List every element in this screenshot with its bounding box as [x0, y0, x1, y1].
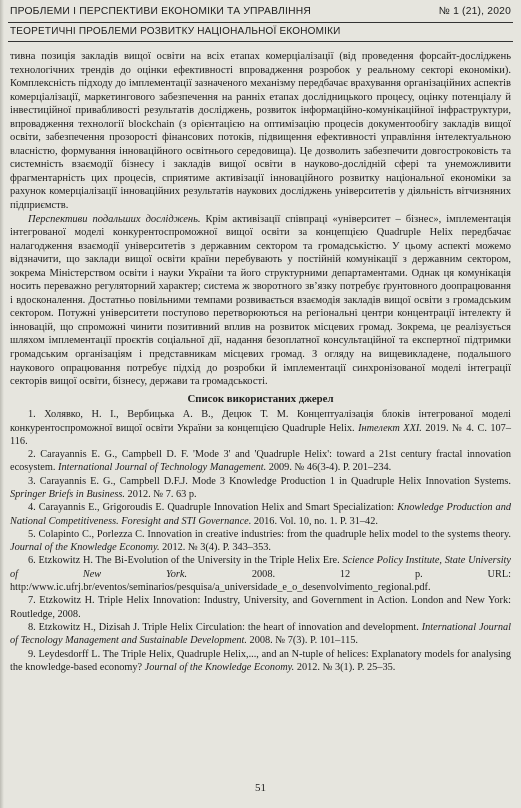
- reference-item: 1. Холявко, Н. І., Вербицька А. В., Децюк Т. М. Концептуалізація блоків інтегрованої моделі конкурентоспроможної вищої освіти України за концепцією Quadruple Helix. Інтелект XXI. 2019. № 4. С. 107–116.: [10, 409, 511, 447]
- reference-item: 4. Carayannis E., Grigoroudis E. Quadruple Innovation Helix and Smart Specialization: Knowledge Production and National Competitiveness. Foresight and STI Governance. 2016. Vol. 10, no. 1. P. 31–42.: [10, 502, 511, 527]
- page-edge-shadow: [0, 0, 4, 808]
- references-heading: Список використаних джерел: [187, 392, 334, 405]
- header-rule-top: [8, 22, 513, 23]
- reference-item: 6. Etzkowitz H. The Bi-Evolution of the University in the Triple Helix Ere. Science Policy Institute, State University of New York. 2008. 12 p. URL: http:/www.ic.ufrj.br/eventos/seminarios/pesquisa/a_universidade_e_o_desenvolvimento_regional.pdf.: [10, 555, 511, 594]
- reference-item: 9. Leydesdorff L. The Triple Helix, Quadruple Helix,..., and an N-tuple of helices: Explanatory models for analysing the knowledge-based economy? Journal of the Knowledge Economy. 2012. № 3(1). P. 25–35.: [10, 648, 511, 673]
- reference-item: 8. Etzkowitz H., Dizisah J. Triple Helix Circulation: the heart of innovation and development. International Journal of Tecnology Management and Sustainable Development. 2008. № 7(3). P. 101–115.: [10, 621, 511, 647]
- header-rule-bottom: [8, 41, 513, 42]
- perspectives-paragraph: [10, 213, 511, 389]
- section-title: ТЕОРЕТИЧНІ ПРОБЛЕМИ РОЗВИТКУ НАЦІОНАЛЬНОЇ ЕКОНОМІКИ: [10, 26, 341, 37]
- perspectives-lead: Перспективи подальших досліджень.: [28, 213, 201, 225]
- reference-item: 7. Etzkowitz H. Triple Helix Innovation: Industry, University, and Government in Action. London and New York: Routledge, 2008.: [10, 595, 511, 620]
- page-number: 51: [255, 782, 266, 794]
- perspectives-text: Крім активізації співпраці «університет – бізнес», імплементація інтегрованої моделі конкурентоспроможної вищої освіти за концепцією Quadruple Helix передбачає налагодження взаємодії університетів з державним сектором та громадськістю. У цьому аспекті можемо відзначити, що заклади вищої освіти країни перебувають у постійній комунікації з державним сектором, зокрема Міністерством освіти і науки України та його структурними департаментами. Однак ця комунікація носить переважно регуляторний характер; система ж зворотного зв’язку потребує ґрунтовного доопрацювання і вдосконалення. Достатньо повільними темпами розвивається взаємодія закладів вищої освіти з громадським сектором. Потужні університети поступово перетворюються на регіональні центри концентрації інтелекту й інновацій, що спроможні чинити позитивний вплив на розвиток місцевих громад. Зокрема, це реалізується шляхом імплементації проєктів соціальної дії, надання безоплатної консультаційної та експертної підтримки громадським організаціям і представникам місцевих громад. З огляду на вищевикладене, подальшого наукового опрацювання потребує підхід до розробки й імплементації синхронізованої моделі інтеграції секторів вищої освіти, бізнесу, держави та громадськості.: [10, 213, 511, 388]
- reference-item: 3. Carayannis E. G., Campbell D.F.J. Mode 3 Knowledge Production 1 in Quadruple Helix Innovation Systems. Springer Briefs in Business. 2012. № 7. 63 p.: [10, 475, 511, 500]
- reference-item: 5. Colapinto C., Porlezza C. Innovation in creative industries: from the quadruple helix model to the systems theory. Journal of the Knowledge Economy. 2012. № 3(4). P. 343–353.: [10, 528, 511, 554]
- running-header: [10, 6, 511, 22]
- reference-item: 2. Carayannis E. G., Campbell D. F. 'Mode 3' and 'Quadruple Helix': toward a 21st century fractal innovation ecosystem. International Journal of Technology Management. 2009. № 46(3-4). P. 201–234.: [10, 449, 511, 474]
- body-paragraph: тивна позиція закладів вищої освіти на всіх етапах комерціалізації (від проведення форсайт-досліджень технологічних трендів до оцінки ефективності впровадження розробок у реальному секторі економіки). Комплексність підходу до імплементації зазначеного механізму передбачає врахування організаційних аспектів комерціалізації, маркетингового забезпечення на ранніх етапах дослідницького процесу, оцінку потенціалу й інвестиційної привабливості результатів досліджень, розвиток інформаційно-комунікаційної інфраструктури, впровадження технології blockchain (з орієнтацією на оптимізацію процесів документообігу закладів вищої освіти, забезпечення прозорості фінансових потоків, підвищення ефективності управління інтелектуальною власністю, формування інноваційного освітнього середовища). Це дозволить забезпечити довгостроковість та системність взаємодії бізнесу і закладів вищої освіти в науково-дослідній сфері та унеможливити фрагментарність цих процесів, сприятиме активізації інноваційного розвитку національної економіки за рахунок комерціалізації інноваційних результатів наукових досліджень університетів у діяльність вітчизняних підприємств.: [10, 51, 511, 212]
- article-body: [10, 50, 511, 674]
- issue-number: № 1 (21), 2020: [438, 6, 511, 17]
- journal-title: ПРОБЛЕМИ І ПЕРСПЕКТИВИ ЕКОНОМІКИ ТА УПРАВЛІННЯ: [10, 6, 311, 17]
